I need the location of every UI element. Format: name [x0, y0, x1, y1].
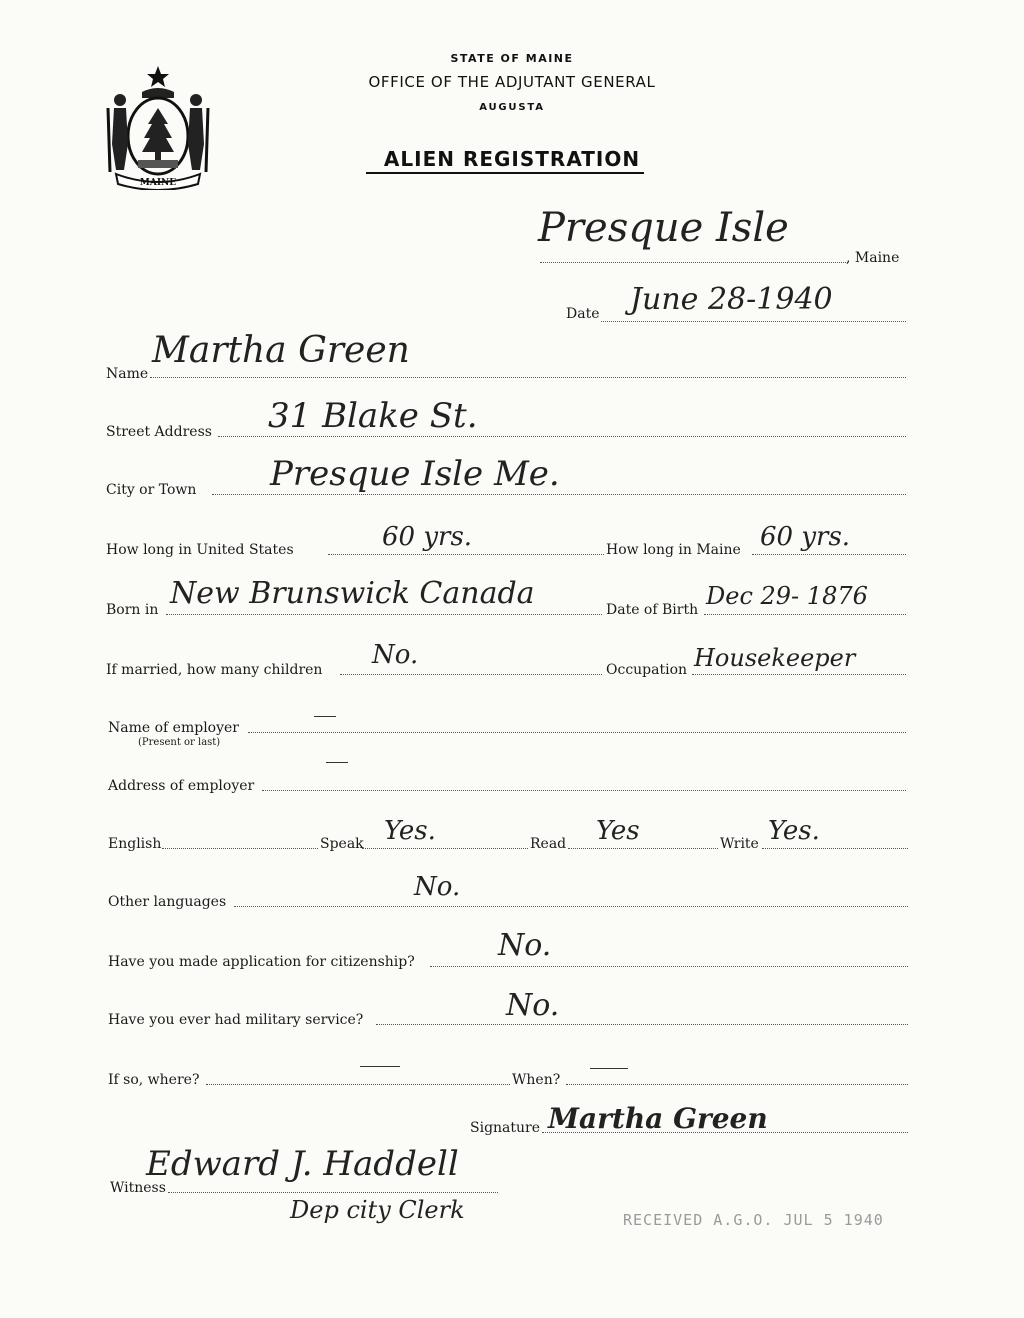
- speak-value[interactable]: Yes.: [384, 816, 436, 846]
- children-leader: [340, 674, 602, 675]
- military-value[interactable]: No.: [506, 988, 560, 1023]
- born-in-leader: [166, 614, 602, 615]
- title-underline: [366, 172, 644, 174]
- read-leader: [568, 848, 718, 849]
- when-label: When?: [512, 1072, 561, 1088]
- employer-dash[interactable]: [314, 716, 336, 717]
- other-languages-label: Other languages: [108, 894, 227, 910]
- other-languages-value[interactable]: No.: [414, 872, 461, 902]
- dob-value[interactable]: Dec 29- 1876: [706, 582, 868, 610]
- svg-text:MAINE: MAINE: [139, 178, 177, 188]
- military-leader: [376, 1024, 908, 1025]
- how-long-maine-leader: [752, 554, 906, 555]
- header-city: AUGUSTA: [479, 102, 545, 113]
- how-long-us-label: How long in United States: [106, 542, 294, 558]
- maine-label: , Maine: [846, 250, 900, 266]
- witness-value[interactable]: Edward J. Haddell: [146, 1144, 459, 1184]
- witness-title-value[interactable]: Dep city Clerk: [290, 1196, 465, 1224]
- how-long-us-value[interactable]: 60 yrs.: [382, 522, 473, 552]
- children-value[interactable]: No.: [372, 640, 419, 670]
- city-value[interactable]: Presque Isle Me.: [270, 454, 560, 494]
- english-label: English: [108, 836, 162, 852]
- citizenship-value[interactable]: No.: [498, 928, 552, 963]
- form-title: ALIEN REGISTRATION: [383, 147, 641, 171]
- how-long-maine-value[interactable]: 60 yrs.: [760, 522, 851, 552]
- write-label: Write: [720, 836, 759, 852]
- read-value[interactable]: Yes: [596, 816, 640, 846]
- header-office: OFFICE OF THE ADJUTANT GENERAL: [368, 73, 656, 91]
- when-dash[interactable]: [590, 1068, 628, 1069]
- date-label: Date: [566, 306, 600, 322]
- dob-label: Date of Birth: [606, 602, 699, 618]
- place-value[interactable]: Presque Isle: [538, 205, 789, 251]
- citizenship-label: Have you made application for citizenship?: [108, 954, 415, 970]
- received-stamp: RECEIVED A.G.O. JUL 5 1940: [623, 1211, 884, 1229]
- children-label: If married, how many children: [106, 662, 323, 678]
- when-leader: [566, 1084, 908, 1085]
- citizenship-leader: [430, 966, 908, 967]
- employer-leader: [248, 732, 906, 733]
- other-languages-leader: [234, 906, 908, 907]
- speak-leader: [362, 848, 528, 849]
- occupation-label: Occupation: [606, 662, 688, 678]
- born-in-label: Born in: [106, 602, 159, 618]
- write-leader: [762, 848, 908, 849]
- signature-label: Signature: [470, 1120, 541, 1136]
- military-label: Have you ever had military service?: [108, 1012, 364, 1028]
- street-value[interactable]: 31 Blake St.: [268, 396, 478, 436]
- born-in-value[interactable]: New Brunswick Canada: [170, 576, 535, 611]
- street-leader: [218, 436, 906, 437]
- dob-leader: [704, 614, 906, 615]
- employer-address-label: Address of employer: [108, 778, 255, 794]
- how-long-us-leader: [328, 554, 604, 555]
- employer-address-dash[interactable]: [326, 762, 348, 763]
- speak-label: Speak: [320, 836, 364, 852]
- city-label: City or Town: [106, 482, 197, 498]
- where-label: If so, where?: [108, 1072, 200, 1088]
- header-state: STATE OF MAINE: [450, 52, 574, 65]
- place-leader: [540, 262, 848, 263]
- date-value[interactable]: June 28-1940: [630, 282, 833, 317]
- employer-address-leader: [262, 790, 906, 791]
- street-label: Street Address: [106, 424, 212, 440]
- employer-sublabel: (Present or last): [138, 737, 221, 748]
- where-dash[interactable]: [360, 1066, 400, 1067]
- occupation-value[interactable]: Housekeeper: [694, 644, 856, 672]
- name-value[interactable]: Martha Green: [152, 330, 410, 371]
- witness-label: Witness: [110, 1180, 166, 1196]
- how-long-maine-label: How long in Maine: [606, 542, 741, 558]
- date-leader: [601, 321, 906, 322]
- english-leader: [162, 848, 318, 849]
- write-value[interactable]: Yes.: [768, 816, 820, 846]
- where-leader: [206, 1084, 510, 1085]
- name-label: Name: [106, 366, 149, 382]
- witness-leader: [168, 1192, 498, 1193]
- city-leader: [212, 494, 906, 495]
- occupation-leader: [692, 674, 906, 675]
- read-label: Read: [530, 836, 567, 852]
- employer-label: Name of employer: [108, 720, 239, 736]
- name-leader: [150, 377, 906, 378]
- signature-value[interactable]: Martha Green: [548, 1102, 768, 1135]
